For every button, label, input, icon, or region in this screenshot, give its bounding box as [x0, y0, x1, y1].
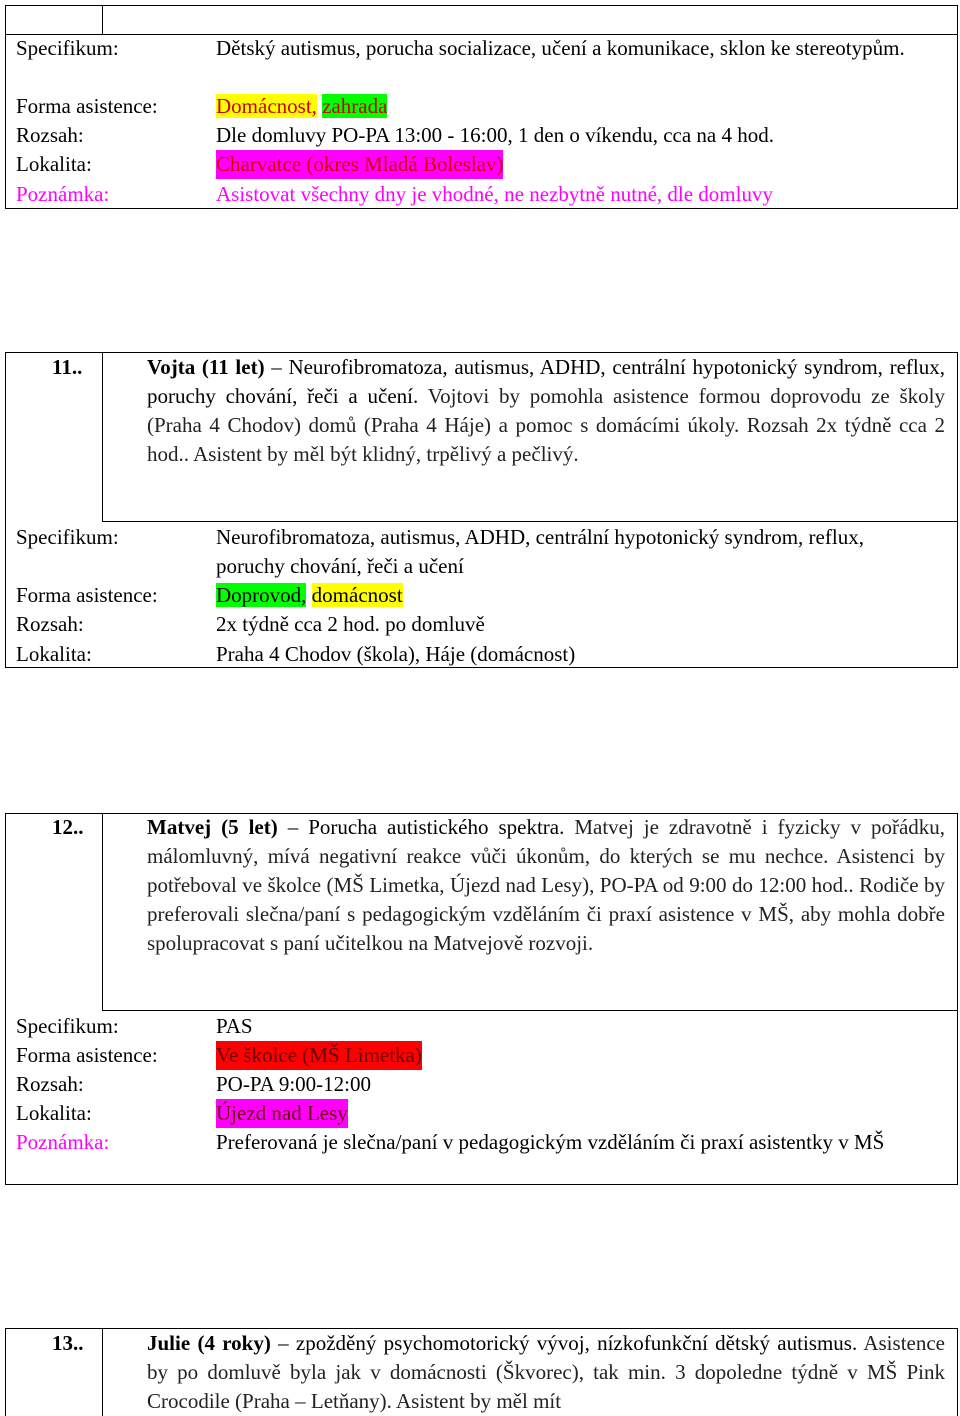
- lokalita-label: Lokalita:: [16, 1101, 92, 1125]
- forma-value: [216, 581, 403, 610]
- record-description: [147, 1329, 945, 1416]
- forma-value: Ve školce (MŠ Limetka): [216, 1041, 422, 1070]
- specifikum-value: PAS: [216, 1014, 253, 1038]
- specifikum-label: Specifikum:: [16, 1014, 119, 1038]
- child-name: Julie (4 roky): [147, 1331, 271, 1355]
- specifikum-label: Specifikum:: [16, 36, 119, 60]
- poznamka-value: Preferovaná je slečna/paní v pedagogickým vzděláním či praxí asistentky v MŠ: [216, 1130, 885, 1154]
- forma-item: Domácnost,: [216, 94, 317, 118]
- child-name: Matvej (5 let): [147, 815, 278, 839]
- rozsah-value: Dle domluvy PO-PA 13:00 - 16:00, 1 den o víkendu, cca na 4 hod.: [216, 123, 775, 147]
- poznamka-label: Poznámka:: [16, 1130, 110, 1154]
- lokalita-label: Lokalita:: [16, 152, 92, 176]
- forma-value: [216, 92, 387, 121]
- specifikum-value: Neurofibromatoza, autismus, ADHD, centrální hypotonický syndrom, reflux, poruchy chování, řeči a učení: [216, 525, 864, 578]
- child-name: Vojta (11 let): [147, 355, 265, 379]
- assistance-text: Vojtovi by pomohla asistence formou doprovodu ze školy (Praha 4 Chodov) domů (Praha 4 Háje) a pomoc s domácími úkoly. Rozsah 2x týdně cca 2 hod.. Asistent by měl být klidný, trpělivý a pečlivý.: [147, 384, 945, 466]
- rozsah-value: PO-PA 9:00-12:00: [216, 1072, 372, 1096]
- record-number: 11..: [52, 355, 83, 379]
- diagnosis-text: – Porucha autistického spektra.: [287, 815, 565, 839]
- assistance-text: Asistence by po domluvě byla jak v domácnosti (Škvorec), tak min. 3 dopoledne týdně v MŠ Pink Crocodile (Praha – Letňany). Asistent by měl mít: [147, 1331, 945, 1413]
- forma-item: domácnost: [311, 583, 403, 607]
- lokalita-label: Lokalita:: [16, 642, 92, 666]
- rozsah-label: Rozsah:: [16, 612, 84, 636]
- record-description: [147, 353, 945, 469]
- record-number: 12..: [52, 815, 84, 839]
- forma-label: Forma asistence:: [16, 1043, 158, 1067]
- lokalita-value: Charvatce (okres Mladá Boleslav): [216, 150, 503, 179]
- record-number: 13..: [52, 1331, 84, 1355]
- forma-item: Doprovod,: [216, 583, 307, 607]
- forma-label: Forma asistence:: [16, 583, 158, 607]
- diagnosis-text: – Neurofibromatoza, autismus, ADHD, centrální hypotonický syndrom, reflux, poruchy chování, řeči a učení.: [147, 355, 946, 408]
- rozsah-label: Rozsah:: [16, 123, 84, 147]
- forma-label: Forma asistence:: [16, 94, 158, 118]
- lokalita-value: Praha 4 Chodov (škola), Háje (domácnost): [216, 642, 576, 666]
- lokalita-value: Újezd nad Lesy: [216, 1099, 348, 1128]
- diagnosis-text: – zpožděný psychomotorický vývoj, nízkofunkční dětský autismus.: [278, 1331, 858, 1355]
- assistance-text: Matvej je zdravotně i fyzicky v pořádku, málomluvný, mívá negativní reakce vůči úkonům, do kterých se mu nechce. Asistenci by potřeboval ve školce (MŠ Limetka, Újezd nad Lesy), PO-PA od 9:00 do 12:00 hod.. Rodiče by preferovali slečna/paní s pedagogickým vzděláním či praxí asistence v MŠ, aby mohla dobře spolupracovat s paní učitelkou na Matvejově rozvoji.: [147, 815, 946, 955]
- forma-item: zahrada: [322, 94, 388, 118]
- record-description: [147, 813, 945, 958]
- specifikum-label: Specifikum:: [16, 525, 119, 549]
- poznamka-label: Poznámka:: [16, 182, 110, 206]
- poznamka-value: Asistovat všechny dny je vhodné, ne nezbytně nutné, dle domluvy: [216, 182, 773, 206]
- rozsah-value: 2x týdně cca 2 hod. po domluvě: [216, 612, 485, 636]
- rozsah-label: Rozsah:: [16, 1072, 84, 1096]
- specifikum-value: Dětský autismus, porucha socializace, učení a komunikace, sklon ke stereotypům.: [216, 36, 905, 60]
